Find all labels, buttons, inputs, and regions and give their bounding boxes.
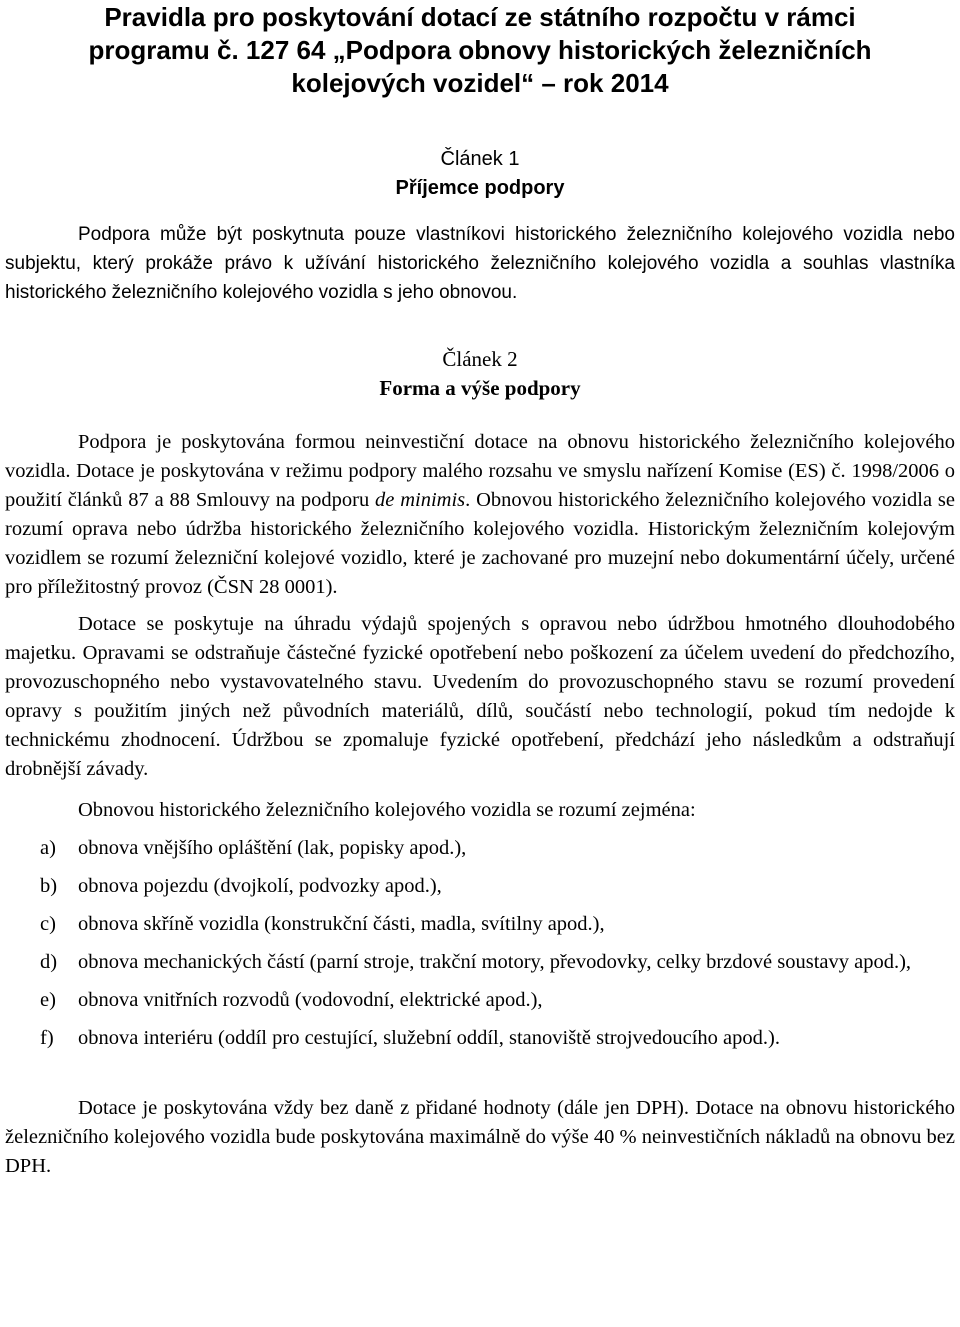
article-2-paragraph-3: Dotace je poskytována vždy bez daně z přidané hodnoty (dále jen DPH). Dotace na obnovu historického železničního kolejového vozidla bude poskytována maximálně do výše 40 % neinvestičních nákladů na obnovu bez DPH. (5, 1097, 955, 1177)
de-minimis-italic: de minimis (375, 489, 466, 511)
article-2-number: Článek 2 (442, 347, 518, 371)
article-2-paragraph-1: Podpora je poskytována formou neinvestiční dotace na obnovu historického železničního kolejového vozidla. Dotace je poskytována v režimu podpory malého rozsahu ve smyslu nařízení Komise (ES) č. 1998/2006 o použití článků 87 a 88 Smlouvy na podporu de minimis. Obnovou historického železničního kolejového vozidla se rozumí oprava nebo údržba historického železničního kolejového vozidla. Historickým železničním kolejovým vozidlem se rozumí železniční kolejové vozidlo, které je zachované pro muzejní nebo dokumentární účely, určené pro příležitostný provoz (ČSN 28 0001). (5, 431, 955, 598)
article-2-paragraph-2: Dotace se poskytuje na úhradu výdajů spojených s opravou nebo údržbou hmotného dlouhodobého majetku. Opravami se odstraňuje částečné fyzické opotřebení nebo poškození za účelem uvedení do předchozího, provozuschopného nebo vystavovatelného stavu. Uvedením do provozuschopného stavu se rozumí provedení opravy s použitím jiných než původních materiálů, dílů, součástí nebo technologií, pokud tím nedojde k technickému zhodnocení. Údržbou se zpomaluje fyzické opotřebení, předchází jeho následkům a odstraňují drobnější závady. (5, 613, 955, 780)
list-item: a) obnova vnějšího opláštění (lak, popisky apod.), (40, 837, 467, 859)
article-1-heading: Příjemce podpory (395, 177, 565, 199)
renewal-list (5, 834, 955, 1053)
list-item: d) obnova mechanických částí (parní stroje, trakční motory, převodovky, celky brzdové soustavy apod.), (40, 951, 912, 973)
list-intro: Obnovou historického železničního kolejového vozidla se rozumí zejména: (78, 799, 696, 821)
title-line-1: Pravidla pro poskytování dotací ze státního rozpočtu v rámci (104, 2, 856, 32)
article-1-paragraph: Podpora může být poskytnuta pouze vlastníkovi historického železničního kolejového vozidla nebo subjektu, který prokáže právo k užívání historického železničního kolejového vozidla a souhlas vlastníka historického železničního kolejového vozidla s jeho obnovou. (5, 224, 955, 303)
document-page (5, 0, 955, 1181)
article-1-number: Článek 1 (440, 148, 520, 170)
title-line-3: kolejových vozidel“ – rok 2014 (291, 68, 669, 98)
list-item: b) obnova pojezdu (dvojkolí, podvozky apod.), (40, 875, 442, 897)
list-item: e) obnova vnitřních rozvodů (vodovodní, elektrické apod.), (40, 989, 543, 1011)
list-item: c) obnova skříně vozidla (konstrukční části, madla, svítilny apod.), (40, 913, 605, 935)
title-line-2: programu č. 127 64 „Podpora obnovy historických železničních (88, 35, 872, 65)
article-2-heading: Forma a výše podpory (379, 376, 581, 400)
document-title (5, 0, 955, 100)
list-item: f) obnova interiéru (oddíl pro cestující, služební oddíl, stanoviště strojvedoucího apod.). (40, 1027, 780, 1049)
